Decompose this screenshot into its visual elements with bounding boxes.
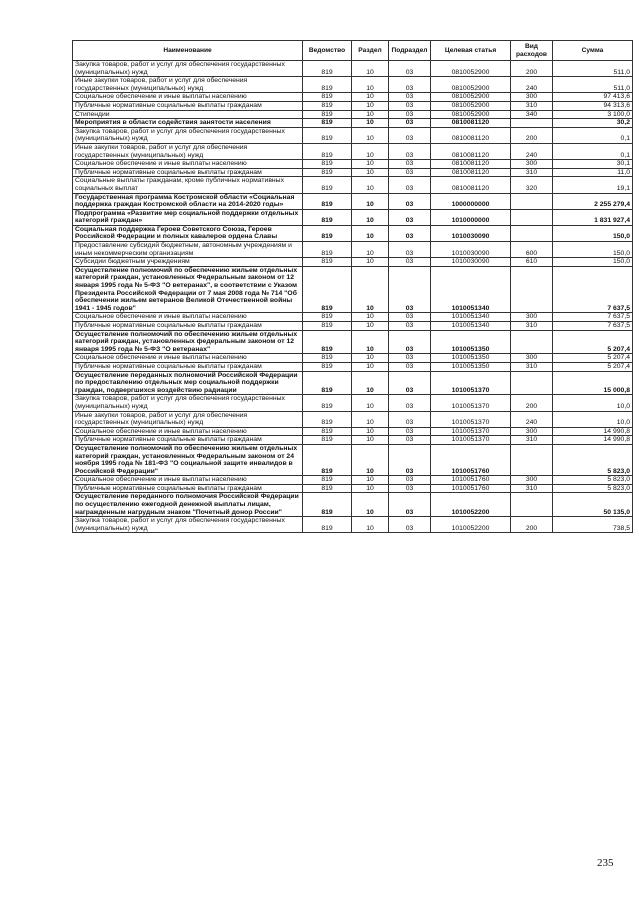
cell-target-article: 1010051760	[431, 484, 511, 493]
cell-subsection: 03	[389, 371, 431, 395]
table-row	[73, 371, 633, 395]
cell-sum: 0,1	[553, 143, 633, 159]
cell-sum: 7 637,5	[553, 313, 633, 322]
cell-name: Иные закупки товаров, работ и услуг для обеспечения государственных (муниципальных) нужд	[73, 143, 303, 159]
cell-name: Социальное обеспечение и иные выплаты населению	[73, 313, 303, 322]
cell-section: 10	[352, 258, 389, 267]
cell-subsection: 03	[389, 61, 431, 77]
cell-name: Осуществление полномочий по обеспечению жильем отдельных категорий граждан, установленных Федеральным законом от 24 ноября 1995 года № 181-ФЗ "О социальной защите инвалидов в Российской Федерации"	[73, 444, 303, 475]
cell-subsection: 03	[389, 354, 431, 363]
cell-sum: 5 207,4	[553, 330, 633, 354]
cell-expense-kind: 300	[511, 476, 553, 485]
cell-expense-kind: 300	[511, 427, 553, 436]
cell-sum: 11,0	[553, 168, 633, 177]
cell-subsection: 03	[389, 427, 431, 436]
cell-department: 819	[303, 411, 352, 427]
cell-subsection: 03	[389, 484, 431, 493]
cell-expense-kind: 610	[511, 258, 553, 267]
cell-department: 819	[303, 444, 352, 475]
cell-name: Социальное обеспечение и иные выплаты населению	[73, 160, 303, 169]
cell-target-article: 1010051370	[431, 371, 511, 395]
cell-target-article: 0810052900	[431, 61, 511, 77]
table-row	[73, 493, 633, 517]
cell-name: Публичные нормативные социальные выплаты гражданам	[73, 436, 303, 445]
table-row	[73, 177, 633, 193]
cell-target-article: 0810081120	[431, 143, 511, 159]
cell-section: 10	[352, 127, 389, 143]
cell-section: 10	[352, 110, 389, 119]
cell-section: 10	[352, 101, 389, 110]
cell-expense-kind	[511, 330, 553, 354]
cell-expense-kind: 310	[511, 362, 553, 371]
cell-expense-kind	[511, 371, 553, 395]
cell-name: Осуществление полномочий по обеспечению жильем отдельных категорий граждан, установленных Федеральным законом от 12 января 1995 года № 5-ФЗ "О ветеранах", в соответствии с Указом Президента Российской Федерации от 7 мая 2008 года № 714 "Об обеспечении жильем ветеранов Великой Отечественной войны 1941 - 1945 годов"	[73, 266, 303, 313]
cell-target-article: 1010030090	[431, 242, 511, 258]
cell-section: 10	[352, 209, 389, 225]
cell-target-article: 1010030090	[431, 258, 511, 267]
cell-department: 819	[303, 225, 352, 241]
cell-subsection: 03	[389, 177, 431, 193]
table-row	[73, 444, 633, 475]
cell-subsection: 03	[389, 517, 431, 533]
cell-name: Государственная программа Костромской области «Социальная поддержка граждан Костромской области на 2014-2020 годы»	[73, 193, 303, 209]
cell-section: 10	[352, 177, 389, 193]
cell-target-article: 0810052900	[431, 93, 511, 102]
table-row	[73, 160, 633, 169]
cell-department: 819	[303, 177, 352, 193]
cell-department: 819	[303, 77, 352, 93]
cell-target-article: 1010051760	[431, 476, 511, 485]
budget-table-sheet	[72, 40, 632, 533]
cell-expense-kind: 200	[511, 395, 553, 411]
cell-target-article: 1010052200	[431, 517, 511, 533]
cell-section: 10	[352, 517, 389, 533]
cell-subsection: 03	[389, 436, 431, 445]
cell-target-article: 0810081120	[431, 177, 511, 193]
cell-section: 10	[352, 354, 389, 363]
cell-department: 819	[303, 362, 352, 371]
cell-sum: 30,1	[553, 160, 633, 169]
cell-sum: 14 990,8	[553, 436, 633, 445]
cell-target-article: 1010051760	[431, 444, 511, 475]
header-subsection: Подраздел	[389, 41, 431, 61]
table-row	[73, 411, 633, 427]
cell-department: 819	[303, 61, 352, 77]
cell-department: 819	[303, 395, 352, 411]
cell-sum: 150,0	[553, 225, 633, 241]
cell-sum: 5 823,0	[553, 476, 633, 485]
cell-section: 10	[352, 93, 389, 102]
cell-sum: 511,0	[553, 77, 633, 93]
cell-subsection: 03	[389, 168, 431, 177]
cell-target-article: 1010051350	[431, 354, 511, 363]
cell-subsection: 03	[389, 266, 431, 313]
cell-sum: 511,0	[553, 61, 633, 77]
cell-subsection: 03	[389, 242, 431, 258]
cell-subsection: 03	[389, 444, 431, 475]
cell-section: 10	[352, 493, 389, 517]
cell-section: 10	[352, 371, 389, 395]
cell-section: 10	[352, 322, 389, 331]
cell-sum: 1 831 927,4	[553, 209, 633, 225]
cell-sum: 738,5	[553, 517, 633, 533]
cell-name: Закупка товаров, работ и услуг для обеспечения государственных (муниципальных) нужд	[73, 395, 303, 411]
cell-subsection: 03	[389, 110, 431, 119]
table-row	[73, 110, 633, 119]
table-row	[73, 354, 633, 363]
cell-department: 819	[303, 493, 352, 517]
cell-subsection: 03	[389, 160, 431, 169]
cell-target-article: 1010000000	[431, 209, 511, 225]
table-header-row	[73, 41, 633, 61]
cell-target-article: 1010051340	[431, 266, 511, 313]
cell-name: Стипендии	[73, 110, 303, 119]
cell-subsection: 03	[389, 93, 431, 102]
cell-expense-kind: 200	[511, 61, 553, 77]
cell-target-article: 1010051370	[431, 436, 511, 445]
cell-department: 819	[303, 160, 352, 169]
table-row	[73, 127, 633, 143]
cell-section: 10	[352, 395, 389, 411]
table-row	[73, 225, 633, 241]
cell-section: 10	[352, 362, 389, 371]
table-row	[73, 258, 633, 267]
cell-department: 819	[303, 258, 352, 267]
cell-section: 10	[352, 436, 389, 445]
cell-section: 10	[352, 225, 389, 241]
cell-department: 819	[303, 313, 352, 322]
cell-sum: 5 207,4	[553, 354, 633, 363]
cell-expense-kind: 240	[511, 143, 553, 159]
cell-expense-kind: 300	[511, 93, 553, 102]
table-row	[73, 330, 633, 354]
cell-sum: 7 637,5	[553, 266, 633, 313]
cell-target-article: 0810052900	[431, 77, 511, 93]
cell-expense-kind: 310	[511, 436, 553, 445]
table-row	[73, 101, 633, 110]
cell-name: Закупка товаров, работ и услуг для обеспечения государственных (муниципальных) нужд	[73, 517, 303, 533]
table-row	[73, 362, 633, 371]
cell-expense-kind: 200	[511, 517, 553, 533]
cell-target-article: 1010052200	[431, 493, 511, 517]
cell-sum: 10,0	[553, 395, 633, 411]
cell-name: Публичные нормативные социальные выплаты гражданам	[73, 168, 303, 177]
table-row	[73, 476, 633, 485]
table-row	[73, 517, 633, 533]
cell-name: Предоставление субсидий бюджетным, автономным учреждениям и иным некоммерческим организациям	[73, 242, 303, 258]
cell-sum: 150,0	[553, 258, 633, 267]
cell-subsection: 03	[389, 119, 431, 128]
header-expense-kind: Вид расходов	[511, 41, 553, 61]
cell-expense-kind: 240	[511, 411, 553, 427]
cell-sum: 30,2	[553, 119, 633, 128]
cell-name: Мероприятия в области содействия занятости населения	[73, 119, 303, 128]
cell-sum: 19,1	[553, 177, 633, 193]
cell-subsection: 03	[389, 225, 431, 241]
cell-target-article: 0810052900	[431, 110, 511, 119]
header-department: Ведомство	[303, 41, 352, 61]
header-name: Наименование	[73, 41, 303, 61]
cell-subsection: 03	[389, 322, 431, 331]
cell-name: Социальное обеспечение и иные выплаты населению	[73, 93, 303, 102]
cell-subsection: 03	[389, 362, 431, 371]
cell-name: Осуществление переданных полномочий Российской Федерации по предоставлению отдельных мер социальной поддержки граждан, подвергшихся воздействию радиации	[73, 371, 303, 395]
cell-name: Публичные нормативные социальные выплаты гражданам	[73, 101, 303, 110]
cell-subsection: 03	[389, 143, 431, 159]
cell-department: 819	[303, 436, 352, 445]
cell-section: 10	[352, 476, 389, 485]
cell-subsection: 03	[389, 313, 431, 322]
cell-expense-kind	[511, 444, 553, 475]
cell-expense-kind	[511, 266, 553, 313]
header-target-article: Целевая статья	[431, 41, 511, 61]
cell-section: 10	[352, 427, 389, 436]
cell-subsection: 03	[389, 101, 431, 110]
cell-target-article: 0810081120	[431, 168, 511, 177]
cell-expense-kind: 310	[511, 101, 553, 110]
cell-expense-kind: 310	[511, 168, 553, 177]
cell-name: Социальная поддержка Героев Советского Союза, Героев Российской Федерации и полных кавалеров ордена Славы	[73, 225, 303, 241]
cell-target-article: 1010051350	[431, 330, 511, 354]
cell-name: Социальное обеспечение и иные выплаты населению	[73, 354, 303, 363]
cell-department: 819	[303, 266, 352, 313]
cell-section: 10	[352, 242, 389, 258]
cell-department: 819	[303, 193, 352, 209]
cell-expense-kind: 320	[511, 177, 553, 193]
cell-sum: 5 207,4	[553, 362, 633, 371]
cell-target-article: 1010051370	[431, 411, 511, 427]
cell-target-article: 1010051340	[431, 313, 511, 322]
cell-section: 10	[352, 266, 389, 313]
table-row	[73, 395, 633, 411]
cell-department: 819	[303, 427, 352, 436]
cell-target-article: 0810081120	[431, 119, 511, 128]
cell-sum: 97 413,6	[553, 93, 633, 102]
cell-sum: 14 990,8	[553, 427, 633, 436]
cell-section: 10	[352, 330, 389, 354]
cell-name: Закупка товаров, работ и услуг для обеспечения государственных (муниципальных) нужд	[73, 61, 303, 77]
table-row	[73, 193, 633, 209]
cell-department: 819	[303, 143, 352, 159]
cell-department: 819	[303, 476, 352, 485]
cell-section: 10	[352, 411, 389, 427]
cell-name: Иные закупки товаров, работ и услуг для обеспечения государственных (муниципальных) нужд	[73, 77, 303, 93]
cell-department: 819	[303, 127, 352, 143]
cell-expense-kind	[511, 209, 553, 225]
cell-section: 10	[352, 77, 389, 93]
cell-expense-kind: 310	[511, 484, 553, 493]
cell-expense-kind: 300	[511, 313, 553, 322]
cell-target-article: 0810052900	[431, 101, 511, 110]
cell-section: 10	[352, 119, 389, 128]
cell-section: 10	[352, 313, 389, 322]
cell-sum: 94 313,6	[553, 101, 633, 110]
cell-target-article: 1010051370	[431, 427, 511, 436]
cell-name: Социальное обеспечение и иные выплаты населению	[73, 476, 303, 485]
cell-subsection: 03	[389, 127, 431, 143]
cell-expense-kind: 200	[511, 127, 553, 143]
cell-expense-kind	[511, 493, 553, 517]
cell-section: 10	[352, 484, 389, 493]
cell-section: 10	[352, 444, 389, 475]
header-section: Раздел	[352, 41, 389, 61]
table-row	[73, 322, 633, 331]
cell-subsection: 03	[389, 330, 431, 354]
cell-expense-kind: 240	[511, 77, 553, 93]
cell-expense-kind	[511, 225, 553, 241]
header-sum: Сумма	[553, 41, 633, 61]
cell-subsection: 03	[389, 395, 431, 411]
cell-department: 819	[303, 93, 352, 102]
cell-sum: 5 823,0	[553, 444, 633, 475]
cell-department: 819	[303, 209, 352, 225]
table-row	[73, 427, 633, 436]
table-row	[73, 61, 633, 77]
table-row	[73, 168, 633, 177]
cell-department: 819	[303, 168, 352, 177]
cell-sum: 10,0	[553, 411, 633, 427]
cell-subsection: 03	[389, 258, 431, 267]
cell-section: 10	[352, 193, 389, 209]
cell-section: 10	[352, 168, 389, 177]
cell-target-article: 0810081120	[431, 127, 511, 143]
cell-target-article: 1010051350	[431, 362, 511, 371]
cell-name: Социальные выплаты гражданам, кроме публичных нормативных социальных выплат	[73, 177, 303, 193]
table-row	[73, 266, 633, 313]
cell-name: Субсидии бюджетным учреждениям	[73, 258, 303, 267]
cell-sum: 5 823,0	[553, 484, 633, 493]
cell-sum: 50 135,0	[553, 493, 633, 517]
table-row	[73, 93, 633, 102]
cell-subsection: 03	[389, 209, 431, 225]
cell-target-article: 1010051340	[431, 322, 511, 331]
cell-department: 819	[303, 242, 352, 258]
cell-name: Социальное обеспечение и иные выплаты населению	[73, 427, 303, 436]
cell-name: Публичные нормативные социальные выплаты гражданам	[73, 484, 303, 493]
cell-subsection: 03	[389, 411, 431, 427]
cell-expense-kind: 340	[511, 110, 553, 119]
cell-expense-kind: 300	[511, 354, 553, 363]
cell-section: 10	[352, 160, 389, 169]
cell-department: 819	[303, 484, 352, 493]
cell-section: 10	[352, 143, 389, 159]
cell-department: 819	[303, 354, 352, 363]
cell-target-article: 1000000000	[431, 193, 511, 209]
cell-sum: 7 637,5	[553, 322, 633, 331]
table-row	[73, 484, 633, 493]
table-row	[73, 119, 633, 128]
cell-target-article: 1010051370	[431, 395, 511, 411]
cell-expense-kind	[511, 193, 553, 209]
cell-name: Осуществление переданного полномочия Российской Федерации по осуществлению ежегодной денежной выплаты лицам, награжденным нагрудным знаком "Почетный донор России"	[73, 493, 303, 517]
cell-target-article: 1010030090	[431, 225, 511, 241]
cell-department: 819	[303, 371, 352, 395]
cell-department: 819	[303, 322, 352, 331]
cell-sum: 0,1	[553, 127, 633, 143]
cell-subsection: 03	[389, 476, 431, 485]
cell-department: 819	[303, 330, 352, 354]
cell-expense-kind: 300	[511, 160, 553, 169]
cell-name: Иные закупки товаров, работ и услуг для обеспечения государственных (муниципальных) нужд	[73, 411, 303, 427]
table-row	[73, 209, 633, 225]
cell-target-article: 0810081120	[431, 160, 511, 169]
budget-table	[72, 40, 633, 533]
page-number: 235	[597, 857, 614, 869]
cell-name: Подпрограмма «Развитие мер социальной поддержки отдельных категорий граждан»	[73, 209, 303, 225]
cell-department: 819	[303, 517, 352, 533]
cell-expense-kind: 310	[511, 322, 553, 331]
cell-sum: 3 100,0	[553, 110, 633, 119]
table-row	[73, 313, 633, 322]
cell-expense-kind	[511, 119, 553, 128]
table-row	[73, 436, 633, 445]
table-row	[73, 143, 633, 159]
cell-name: Публичные нормативные социальные выплаты гражданам	[73, 362, 303, 371]
cell-expense-kind: 600	[511, 242, 553, 258]
cell-section: 10	[352, 61, 389, 77]
cell-name: Публичные нормативные социальные выплаты гражданам	[73, 322, 303, 331]
cell-department: 819	[303, 119, 352, 128]
table-row	[73, 242, 633, 258]
cell-subsection: 03	[389, 193, 431, 209]
table-row	[73, 77, 633, 93]
cell-subsection: 03	[389, 493, 431, 517]
cell-name: Осуществление полномочий по обеспечению жильем отдельных категорий граждан, установленных федеральным законом от 12 января 1995 года № 5-ФЗ "О ветеранах"	[73, 330, 303, 354]
cell-name: Закупка товаров, работ и услуг для обеспечения государственных (муниципальных) нужд	[73, 127, 303, 143]
cell-subsection: 03	[389, 77, 431, 93]
cell-department: 819	[303, 110, 352, 119]
cell-department: 819	[303, 101, 352, 110]
cell-sum: 150,0	[553, 242, 633, 258]
cell-sum: 15 000,8	[553, 371, 633, 395]
cell-sum: 2 255 279,4	[553, 193, 633, 209]
